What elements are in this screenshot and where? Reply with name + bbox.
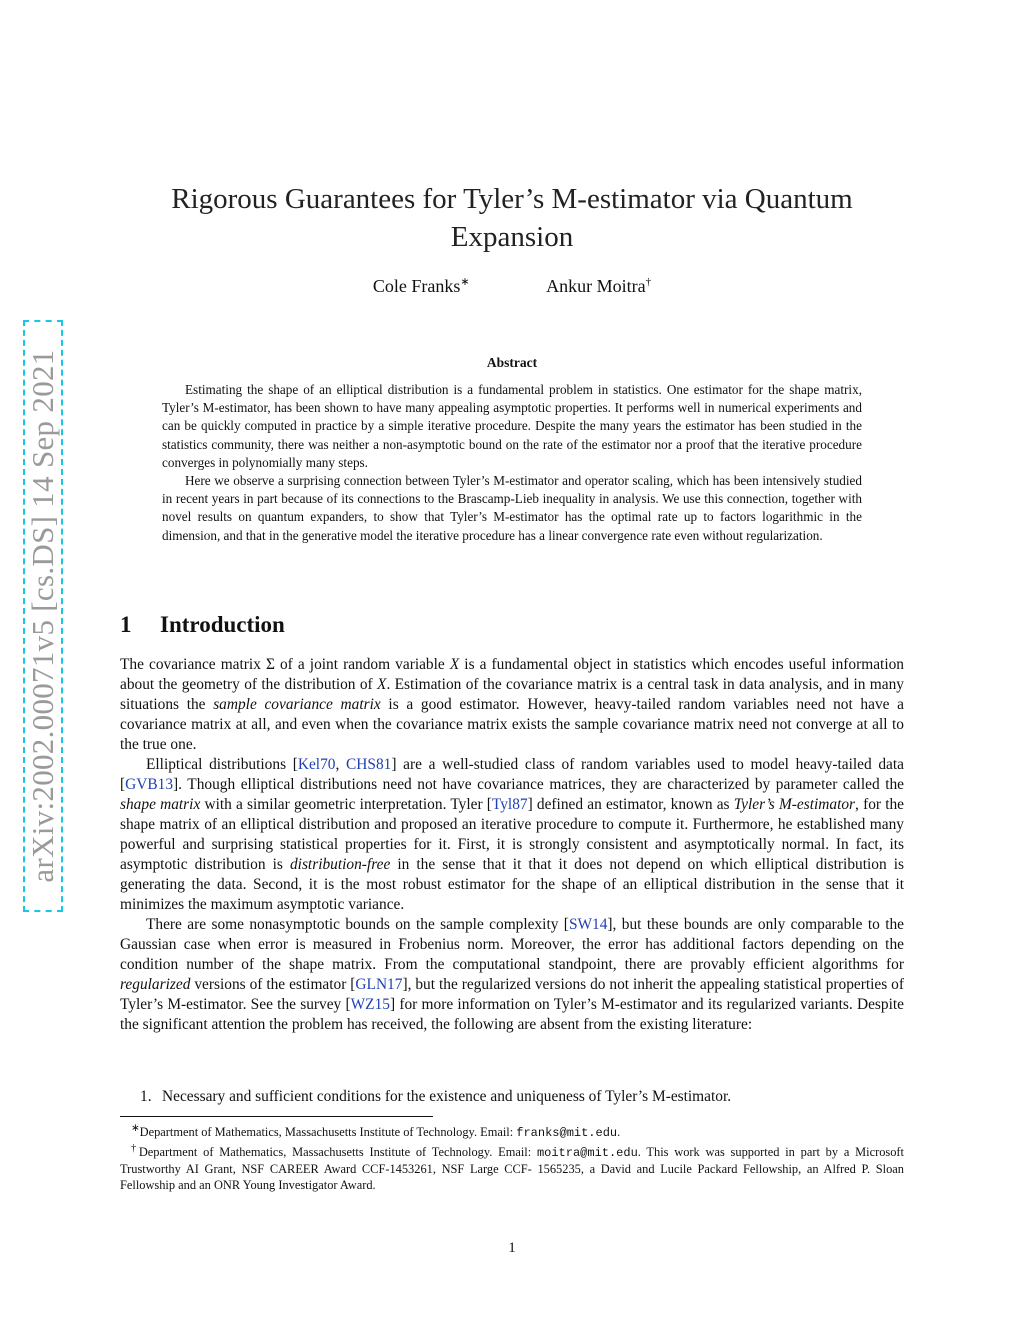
text-run: The covariance matrix Σ of a joint random variable — [120, 656, 450, 673]
email-link[interactable]: franks@mit.edu — [516, 1126, 618, 1141]
footnote-mark: † — [131, 1143, 139, 1155]
arxiv-id: arXiv:2002.00071v5 [cs.DS] 14 Sep 2021 — [25, 349, 60, 883]
text-run: . Estimation of the covariance matrix is a central task in data analysis, and in many situations the — [120, 676, 904, 713]
footnote-mark[interactable]: ∗ — [460, 276, 470, 288]
author — [546, 276, 651, 297]
footnote-mark[interactable]: † — [645, 276, 652, 288]
text-run: ] defined an estimator, known as — [527, 796, 734, 813]
list-number: 1. — [140, 1088, 152, 1105]
author-name: Ankur Moitra — [546, 276, 646, 296]
citation-link[interactable]: CHS81 — [346, 756, 392, 773]
numbered-list — [140, 1088, 904, 1106]
citation-link[interactable]: Tyl87 — [491, 796, 528, 813]
emphasis: regularized — [120, 976, 191, 993]
author-list — [0, 275, 1024, 297]
abstract — [162, 381, 862, 545]
section-heading — [120, 612, 285, 638]
author-name: Cole Franks — [372, 276, 461, 296]
footnote-divider — [120, 1116, 433, 1117]
emphasis: shape matrix — [120, 796, 201, 813]
section-number: 1 — [120, 612, 132, 637]
introduction-body — [120, 655, 904, 1035]
footnotes — [120, 1121, 904, 1193]
citation-link[interactable]: GLN17 — [355, 976, 403, 993]
citation-link[interactable]: Kel70 — [297, 756, 336, 773]
abstract-heading: Abstract — [486, 355, 538, 370]
footnote — [120, 1141, 904, 1193]
text-run: ], but the regularized versions do not inherit the appealing statistical properties of Tyler’s M-estimator. See the survey [ — [120, 976, 904, 1013]
paragraph — [120, 915, 904, 1035]
emphasis: distribution-free — [289, 856, 391, 873]
math-var: X — [449, 656, 460, 673]
text-run: , for the shape matrix of an elliptical distribution and proposed an iterative procedure to compute it. Furthermore, he established many powerful and surprising statistical properties for it. First, it is strongly consistent and asymptotically normal. In fact, its asymptotic distribution is — [120, 796, 905, 873]
abstract-paragraph: Here we observe a surprising connection between Tyler’s M-estimator and operator scaling, which has been intensively studied in recent years in part because of its connections to the Brascamp-Lieb inequality in analysis. We use this connection, together with novel results on quantum expanders, to show that Tyler’s M-estimator has the optimal rate up to factors logarithmic in the dimension, and that in the generative model the iterative procedure has a linear convergence rate even without regularization. — [162, 473, 862, 543]
paragraph — [120, 655, 904, 755]
text-run: Elliptical distributions [ — [146, 756, 298, 773]
paper-title: Rigorous Guarantees for Tyler’s M-estimator via Quantum Expansion — [171, 183, 853, 253]
footnote-text: Department of Mathematics, Massachusetts Institute of Technology. Email: — [138, 1145, 537, 1160]
text-run: versions of the estimator [ — [190, 976, 356, 993]
text-run: is a fundamental object in statistics which encodes useful information about the geometry of the distribution of — [120, 656, 905, 693]
author — [373, 275, 470, 297]
page-number: 1 — [508, 1240, 516, 1256]
footnote-text: . This work was supported in part by a Microsoft Trustworthy AI Grant, NSF CAREER Award CCF-1453261, NSF Large CCF- 1565235, a David and Lucile Packard Fellowship, an Alfred P. Sloan Fellowship and an ONR Young Investigator Award. — [120, 1145, 904, 1193]
footnote-mark: ∗ — [131, 1123, 140, 1134]
text-run: in the sense that it that it does not depend on which elliptical distribution is generating the data. Second, it is the most robust estimator for the shape of an elliptical distribution in the sense that it minimizes the maximum asymptotic variance. — [120, 856, 904, 913]
text-run: ], but these bounds are only comparable to the Gaussian case when error is measured in Frobenius norm. Moreover, the error has additional factors depending on the condition number of the shape matrix. From the computational standpoint, there are provably efficient algorithms for — [120, 916, 904, 973]
footnote-text: Department of Mathematics, Massachusetts Institute of Technology. Email: — [139, 1125, 517, 1140]
emphasis: sample covariance matrix — [213, 696, 381, 713]
text-run: There are some nonasymptotic bounds on the sample complexity [ — [146, 916, 569, 933]
list-text: Necessary and sufficient conditions for the existence and uniqueness of Tyler’s M-estimator. — [162, 1088, 732, 1105]
text-run: ] are a well-studied class of random variables used to model heavy-tailed data [ — [120, 756, 904, 793]
math-var: X — [377, 676, 387, 693]
citation-link[interactable]: GVB13 — [125, 776, 174, 793]
arxiv-stamp[interactable] — [23, 320, 63, 912]
text-run: is a good estimator. However, heavy-tailed random variables need not have a covariance matrix at all, and even when the covariance matrix exists the sample covariance matrix need not converge at all to the true one. — [120, 696, 905, 753]
citation-link[interactable]: SW14 — [568, 916, 608, 933]
section-title: Introduction — [160, 612, 285, 637]
email-link[interactable]: moitra@mit.edu — [536, 1146, 638, 1161]
text-run: ] for more information on Tyler’s M-estimator and its regularized variants. Despite the significant attention the problem has received, the following are absent from the existing literature: — [120, 996, 904, 1033]
footnote-text: . — [617, 1125, 621, 1140]
citation-link[interactable]: WZ15 — [350, 996, 390, 1013]
paragraph — [120, 755, 904, 915]
list-item — [140, 1088, 904, 1106]
footnote — [120, 1121, 904, 1141]
abstract-paragraph: Estimating the shape of an elliptical distribution is a fundamental problem in statistics. One estimator for the shape matrix, Tyler’s M-estimator, has been shown to have many appealing asymptotic properties. It performs well in numerical experiments and can be quickly computed in practice by a simple iterative procedure. Despite the many years the estimator has been studied in the statistics community, there was neither a non-asymptotic bound on the rate of the estimator nor a proof that the iterative procedure converges in polynomially many steps. — [162, 382, 862, 470]
text-run: with a similar geometric interpretation. Tyler [ — [200, 796, 492, 813]
text-run: , — [335, 756, 347, 773]
text-run: ]. Though elliptical distributions need not have covariance matrices, they are characterized by parameter called the — [173, 776, 904, 793]
emphasis: Tyler’s M-estimator — [733, 796, 856, 813]
